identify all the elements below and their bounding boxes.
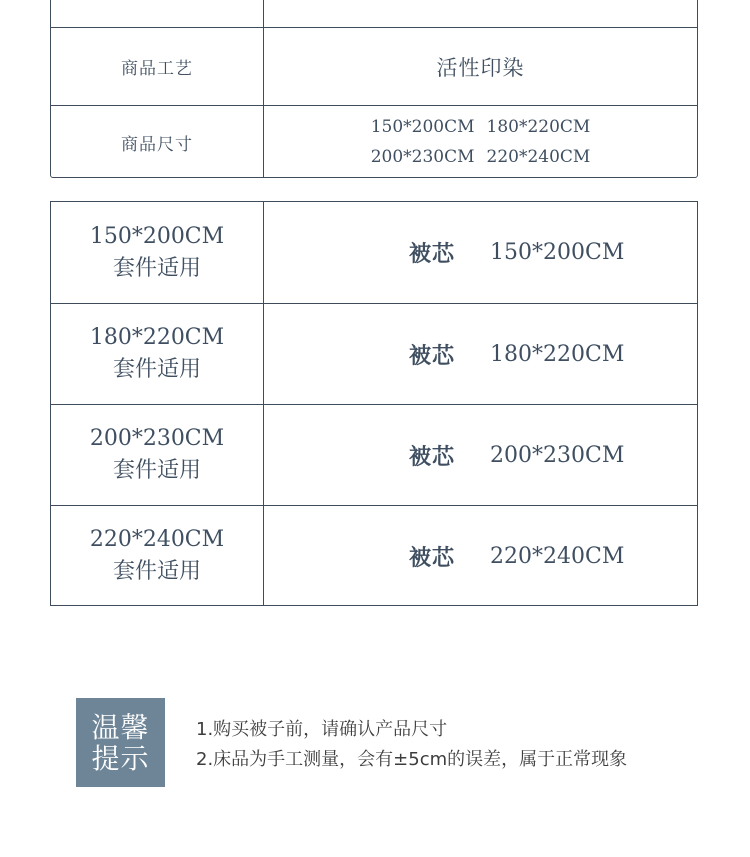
spec-size: 220*240CM: [89, 527, 225, 552]
craft-value: 活性印染: [436, 55, 525, 80]
table-row: [51, 404, 697, 505]
spec-product-cell: [264, 405, 697, 505]
spec-size: 180*220CM: [89, 325, 225, 350]
spec-product-size: 180*220CM: [490, 341, 625, 367]
spec-size: 150*200CM: [89, 223, 225, 249]
spec-product: 被芯: [408, 544, 455, 571]
spec-suit: 套件适用: [112, 458, 201, 483]
spec-size-cell: [51, 304, 264, 404]
size-spec-table: [50, 201, 698, 606]
size-value: 200*230CM: [370, 147, 475, 167]
craft-label: 商品工艺: [51, 28, 264, 105]
info-row-top: [51, 0, 697, 27]
spec-product: 被芯: [408, 443, 455, 470]
info-row-size: [51, 105, 697, 178]
spec-size-cell: [51, 202, 264, 303]
size-value: 150*200CM: [370, 117, 475, 137]
spec-suit: 套件适用: [112, 357, 201, 382]
spec-size: 200*230CM: [89, 426, 225, 451]
spec-product-size: 220*240CM: [490, 543, 625, 569]
info-cell-empty-left: [51, 0, 264, 27]
table-row: [51, 202, 697, 303]
table-row: [51, 505, 697, 606]
product-info-table: [50, 0, 698, 178]
notice-title-line1: 温馨: [91, 710, 150, 744]
spec-suit: 套件适用: [112, 559, 201, 584]
table-row: [51, 303, 697, 404]
info-row-craft: [51, 27, 697, 105]
size-value: 180*220CM: [486, 117, 591, 137]
spec-product-cell: [264, 202, 697, 303]
notice-item: 2.床品为手工测量，会有±5cm的误差，属于正常现象: [196, 749, 628, 770]
notice-badge: [76, 698, 165, 787]
notice-list: [196, 715, 627, 775]
notice-title-line2: 提示: [91, 741, 150, 775]
size-values: [264, 106, 697, 178]
size-value: 220*240CM: [486, 147, 591, 167]
spec-size-cell: [51, 405, 264, 505]
spec-product-cell: [264, 304, 697, 404]
spec-product-size: 200*230CM: [490, 442, 625, 468]
spec-product: 被芯: [408, 241, 455, 267]
notice-item: 1.购买被子前，请确认产品尺寸: [196, 719, 448, 740]
spec-suit: 套件适用: [112, 255, 201, 281]
spec-product-cell: [264, 506, 697, 606]
info-cell-empty-right: [264, 0, 697, 27]
size-label: 商品尺寸: [51, 106, 264, 178]
spec-size-cell: [51, 506, 264, 606]
spec-product-size: 150*200CM: [490, 240, 625, 265]
spec-product: 被芯: [408, 342, 455, 369]
